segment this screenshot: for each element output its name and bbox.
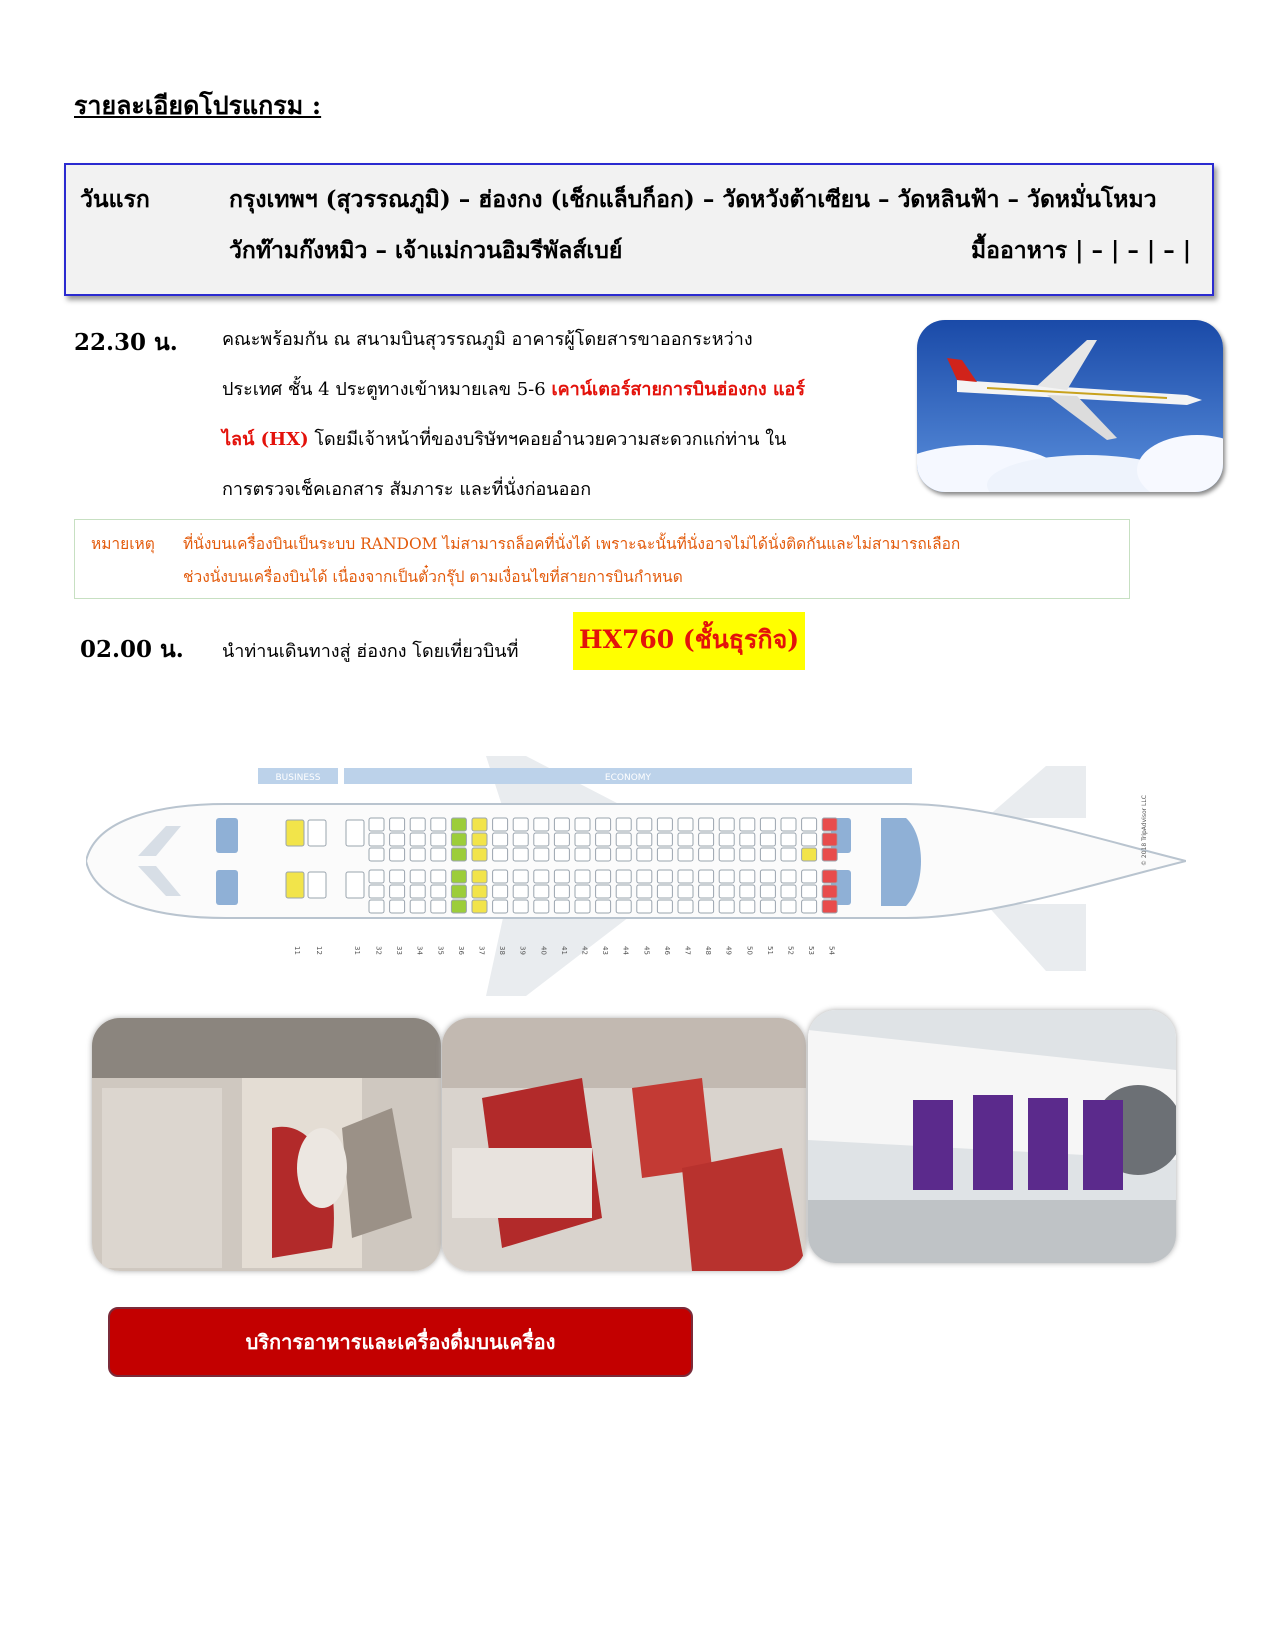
flight-number-highlight: HX760 (ชั้นธุรกิจ) — [573, 612, 805, 670]
seat-41 — [554, 870, 569, 883]
seat-42 — [575, 818, 590, 831]
seat-43 — [596, 870, 611, 883]
seat-49 — [719, 818, 734, 831]
airline-counter-text: เคาน์เตอร์สายการบินฮ่องกง แอร์ — [551, 379, 806, 400]
seat-33 — [390, 818, 405, 831]
seat-38 — [493, 818, 508, 831]
seat-38 — [493, 900, 508, 913]
seat-35 — [431, 900, 446, 913]
schedule-line: การตรวจเช็คเอกสาร สัมภาระ และที่นั่งก่อนออก — [222, 479, 592, 500]
seat-52 — [781, 848, 796, 861]
seat-52 — [781, 870, 796, 883]
seat-35 — [431, 870, 446, 883]
seat-40 — [534, 833, 549, 846]
seat-51 — [760, 870, 775, 883]
route-line-1: กรุงเทพฯ (สุวรรณภูมิ) – ฮ่องกง (เช็กแล็บก็อก) – วัดหวังต้าเซียน – วัดหลินฟ้า – วัดหมั่นโหมว — [229, 186, 1157, 213]
seat-45 — [637, 818, 652, 831]
seat-32 — [369, 848, 384, 861]
row-number: 51 — [765, 946, 774, 955]
row-number: 48 — [704, 946, 713, 955]
seat-45 — [637, 848, 652, 861]
row-number: 49 — [724, 946, 733, 955]
seat-39 — [513, 900, 528, 913]
schedule-line: คณะพร้อมกัน ณ สนามบินสุวรรณภูมิ อาคารผู้โดยสารขาออกระหว่าง — [222, 329, 753, 350]
row-number: 42 — [580, 946, 589, 955]
seat-map — [86, 756, 1186, 996]
seat-47 — [678, 818, 693, 831]
seat-53 — [802, 818, 817, 831]
seat-34 — [410, 900, 425, 913]
business-seat-photo-1 — [92, 1018, 441, 1271]
seat-32 — [369, 900, 384, 913]
seat-35 — [431, 848, 446, 861]
seat-39 — [513, 818, 528, 831]
page-title: รายละเอียดโปรแกรม : — [74, 91, 322, 120]
row-number: 43 — [601, 946, 610, 955]
seat-41 — [554, 885, 569, 898]
seat-41 — [554, 833, 569, 846]
row-number: 39 — [518, 946, 527, 955]
seat-32 — [369, 818, 384, 831]
seat-44 — [616, 870, 631, 883]
seat-42 — [575, 848, 590, 861]
row-number: 44 — [621, 946, 630, 955]
seat-34 — [410, 885, 425, 898]
row-number: 11 — [293, 946, 301, 955]
seat-50 — [740, 833, 755, 846]
seat-48 — [699, 818, 714, 831]
seat-37 — [472, 885, 487, 898]
seat-46 — [657, 833, 672, 846]
seat-48 — [699, 885, 714, 898]
seat-49 — [719, 885, 734, 898]
seat-50 — [740, 885, 755, 898]
schedule-text-span: โดยมีเจ้าหน้าที่ของบริษัทฯคอยอำนวยความสะดวกแก่ท่าน ใน — [308, 429, 787, 450]
seat-52 — [781, 818, 796, 831]
seat-53 — [802, 833, 817, 846]
row-number: 38 — [498, 946, 507, 955]
seat-46 — [657, 870, 672, 883]
seat-45 — [637, 870, 652, 883]
row-number: 41 — [559, 946, 568, 955]
row-number: 45 — [642, 946, 651, 955]
seat-37 — [472, 900, 487, 913]
seat-41 — [554, 900, 569, 913]
seat-35 — [431, 833, 446, 846]
seat-46 — [657, 885, 672, 898]
seat-43 — [596, 848, 611, 861]
seat-11 — [286, 872, 304, 898]
seat-53 — [802, 885, 817, 898]
business-seat-photo-2 — [442, 1018, 806, 1271]
seat-33 — [390, 833, 405, 846]
seat-40 — [534, 848, 549, 861]
seat-32 — [369, 885, 384, 898]
seat-50 — [740, 900, 755, 913]
seat-54 — [822, 885, 837, 898]
seat-36 — [451, 848, 466, 861]
seat-53 — [802, 870, 817, 883]
seat-34 — [410, 870, 425, 883]
seat-12 — [308, 820, 326, 846]
schedule-line — [222, 365, 882, 415]
seat-41 — [554, 818, 569, 831]
seat-37 — [472, 833, 487, 846]
seat-54 — [822, 833, 837, 846]
row-number: 12 — [315, 946, 323, 955]
seat-50 — [740, 818, 755, 831]
row-number: 35 — [436, 946, 445, 955]
seat-48 — [699, 870, 714, 883]
seat-45 — [637, 833, 652, 846]
note-line-2: ช่วงนั่งบนเครื่องบินได้ เนื่องจากเป็นตั๋วกรุ๊ป ตามเงื่อนไขที่สายการบินกำหนด — [183, 568, 683, 586]
seat-54 — [822, 848, 837, 861]
seat-47 — [678, 885, 693, 898]
seat-33 — [390, 848, 405, 861]
seat-31 — [346, 872, 364, 898]
seat-49 — [719, 870, 734, 883]
schedule-text-2: นำท่านเดินทางสู่ ฮ่องกง โดยเที่ยวบินที่ — [222, 641, 519, 662]
seat-40 — [534, 870, 549, 883]
row-number: 54 — [827, 946, 836, 955]
seat-47 — [678, 833, 693, 846]
seat-36 — [451, 818, 466, 831]
row-number: 33 — [395, 946, 404, 955]
seat-54 — [822, 900, 837, 913]
economy-label: ECONOMY — [604, 773, 652, 783]
seat-40 — [534, 818, 549, 831]
meals-indicator: มื้ออาหาร | – | – | – | — [971, 237, 1192, 264]
seat-45 — [637, 885, 652, 898]
seat-49 — [719, 848, 734, 861]
seat-38 — [493, 870, 508, 883]
seat-40 — [534, 900, 549, 913]
seat-44 — [616, 833, 631, 846]
schedule-time-2: 02.00 น. — [80, 636, 184, 663]
row-number: 34 — [415, 946, 424, 955]
seat-39 — [513, 848, 528, 861]
seat-44 — [616, 885, 631, 898]
seat-12 — [308, 872, 326, 898]
seat-32 — [369, 870, 384, 883]
seat-38 — [493, 848, 508, 861]
seat-33 — [390, 870, 405, 883]
row-number: 47 — [683, 946, 692, 955]
business-label: BUSINESS — [275, 773, 321, 783]
seat-54 — [822, 818, 837, 831]
schedule-text-span: ประเทศ ชั้น 4 ประตูทางเข้าหมายเลข 5-6 — [222, 379, 552, 400]
seat-40 — [534, 885, 549, 898]
seat-39 — [513, 833, 528, 846]
seat-41 — [554, 848, 569, 861]
seat-51 — [760, 818, 775, 831]
seat-50 — [740, 870, 755, 883]
seat-34 — [410, 848, 425, 861]
seat-42 — [575, 900, 590, 913]
seat-33 — [390, 885, 405, 898]
seat-43 — [596, 900, 611, 913]
seat-47 — [678, 900, 693, 913]
seat-37 — [472, 818, 487, 831]
seat-35 — [431, 818, 446, 831]
seat-31 — [346, 820, 364, 846]
seat-43 — [596, 818, 611, 831]
seat-47 — [678, 870, 693, 883]
seat-36 — [451, 870, 466, 883]
row-number: 46 — [662, 946, 671, 955]
seat-49 — [719, 900, 734, 913]
seat-42 — [575, 885, 590, 898]
seat-46 — [657, 900, 672, 913]
seat-44 — [616, 818, 631, 831]
note-label: หมายเหตุ — [91, 535, 155, 553]
seat-52 — [781, 833, 796, 846]
seat-36 — [451, 900, 466, 913]
row-number: 37 — [477, 946, 486, 955]
note-line-1: ที่นั่งบนเครื่องบินเป็นระบบ RANDOM ไม่สามารถล็อคที่นั่งได้ เพราะฉะนั้นที่นั่งอาจไม่ได้นั่งติดกันและไม่สามารถเลือก — [183, 535, 961, 553]
seat-51 — [760, 900, 775, 913]
seat-44 — [616, 848, 631, 861]
seat-43 — [596, 833, 611, 846]
row-number: 36 — [456, 946, 465, 955]
schedule-line — [222, 415, 882, 465]
row-number: 53 — [807, 946, 816, 955]
inflight-service-button[interactable]: บริการอาหารและเครื่องดื่มบนเครื่อง — [108, 1307, 693, 1377]
crew-photo — [808, 1010, 1176, 1263]
seat-50 — [740, 848, 755, 861]
schedule-time-1: 22.30 น. — [74, 329, 178, 356]
seat-38 — [493, 885, 508, 898]
seat-42 — [575, 833, 590, 846]
seat-46 — [657, 818, 672, 831]
seat-49 — [719, 833, 734, 846]
schedule-text-1 — [222, 315, 882, 515]
row-number: 31 — [353, 946, 361, 955]
seat-54 — [822, 870, 837, 883]
seat-39 — [513, 870, 528, 883]
seat-39 — [513, 885, 528, 898]
seat-map-diagram — [86, 756, 1186, 996]
seat-52 — [781, 885, 796, 898]
airplane-photo — [917, 320, 1223, 492]
seat-53 — [802, 848, 817, 861]
seat-36 — [451, 885, 466, 898]
seat-11 — [286, 820, 304, 846]
seat-34 — [410, 818, 425, 831]
seat-38 — [493, 833, 508, 846]
day-label: วันแรก — [80, 186, 150, 213]
day-header-box — [64, 163, 1214, 296]
seat-33 — [390, 900, 405, 913]
seat-52 — [781, 900, 796, 913]
seat-48 — [699, 833, 714, 846]
seat-34 — [410, 833, 425, 846]
seat-48 — [699, 848, 714, 861]
note-box — [74, 519, 1130, 599]
seat-35 — [431, 885, 446, 898]
seat-51 — [760, 885, 775, 898]
seat-47 — [678, 848, 693, 861]
seat-37 — [472, 848, 487, 861]
route-line-2: วักท๊ามก๊งหมิว – เจ้าแม่กวนอิมรีพัลส์เบย์ — [229, 237, 623, 264]
copyright-text: © 2018 TripAdvisor LLC — [1141, 795, 1148, 866]
seat-44 — [616, 900, 631, 913]
row-number: 50 — [745, 946, 754, 955]
seat-32 — [369, 833, 384, 846]
seat-45 — [637, 900, 652, 913]
seat-42 — [575, 870, 590, 883]
row-number: 40 — [539, 946, 548, 955]
airline-code-text: ไลน์ (HX) — [222, 429, 309, 450]
row-number: 32 — [374, 946, 383, 955]
seat-51 — [760, 848, 775, 861]
seat-43 — [596, 885, 611, 898]
seat-48 — [699, 900, 714, 913]
seat-53 — [802, 900, 817, 913]
seat-46 — [657, 848, 672, 861]
seat-36 — [451, 833, 466, 846]
seat-37 — [472, 870, 487, 883]
row-number: 52 — [786, 946, 795, 955]
seat-51 — [760, 833, 775, 846]
